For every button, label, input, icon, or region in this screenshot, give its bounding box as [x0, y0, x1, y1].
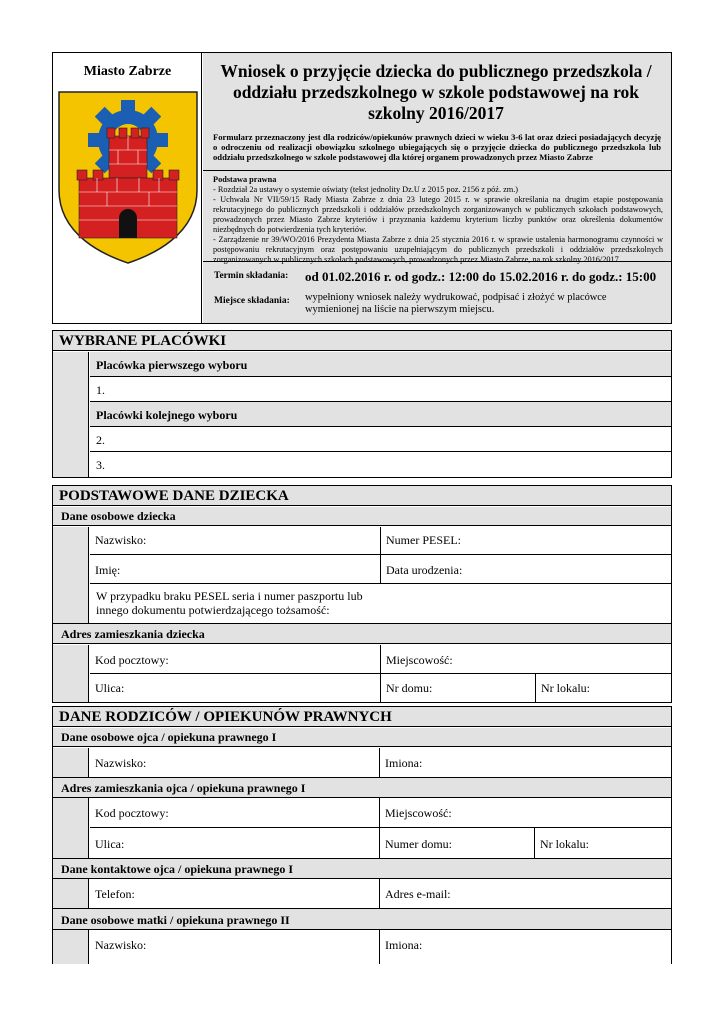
place-label: Miejsce składania:: [214, 296, 290, 306]
child-street-field[interactable]: Ulica:: [90, 674, 381, 702]
father-house-number-field[interactable]: Numer domu:: [380, 828, 535, 858]
legal-basis-heading: Podstawa prawna: [213, 175, 277, 184]
legal-basis-item: - Rozdział 2a ustawy o systemie oświaty (tekst jednolity Dz.U z 2015 poz. 2156 z póź. zm.): [213, 185, 519, 194]
father-personal-left-margin: [53, 748, 89, 777]
child-document-field[interactable]: W przypadku braku PESEL seria i numer paszportu lub innego dokumentu potwierdzającego tożsamość:: [96, 589, 363, 617]
zabrze-coat-of-arms-icon: [57, 90, 199, 265]
child-postal-field[interactable]: Kod pocztowy:: [90, 645, 381, 674]
child-house-number-field[interactable]: Nr domu:: [381, 674, 536, 702]
child-personal-left-margin: [53, 527, 89, 623]
section-title-placowki: WYBRANE PLACÓWKI: [53, 331, 671, 351]
mother-personal-left-margin: [53, 930, 89, 964]
legal-basis-item: - Zarządzenie nr 39/WO/2016 Prezydenta Miasta Zabrze z dnia 25 stycznia 2016 r. w sprawie ustalenia harmonogramu czynności w postępowaniu rekrutacyjnym oraz postępowaniu uzupełniającym do publicznych przedszkoli i oddziałów przedszkolnych zorganizowanych w publicznych szkołach podstawowych, prowadzonych przez Miasto Zabrze, na rok szkolny 2016/2017.: [213, 235, 663, 264]
child-pesel-field[interactable]: Numer PESEL:: [381, 527, 671, 555]
section-title-rodzice: DANE RODZICÓW / OPIEKUNÓW PRAWNYCH: [53, 707, 671, 727]
father-names-field[interactable]: Imiona:: [385, 756, 423, 770]
deadline-label: Termin składania:: [214, 271, 289, 281]
child-surname-field[interactable]: Nazwisko:: [90, 527, 381, 555]
father-contact-heading: Dane kontaktowe ojca / opiekuna prawnego I: [53, 858, 671, 879]
child-address-heading: Adres zamieszkania dziecka: [53, 624, 671, 644]
city-name: Miasto Zabrze: [83, 64, 172, 79]
next-choice-field-3[interactable]: 3.: [96, 458, 105, 472]
first-choice-heading: Placówka pierwszego wyboru: [90, 352, 671, 377]
child-flat-number-field[interactable]: Nr lokalu:: [541, 681, 590, 695]
father-phone-field[interactable]: Telefon:: [90, 879, 380, 908]
section-title-dziecko: PODSTAWOWE DANE DZIECKA: [53, 486, 671, 506]
child-birthdate-field[interactable]: Data urodzenia:: [381, 555, 671, 584]
father-personal-heading: Dane osobowe ojca / opiekuna prawnego I: [53, 728, 671, 747]
father-street-field[interactable]: Ulica:: [90, 828, 380, 858]
father-flat-number-field[interactable]: Nr lokalu:: [540, 837, 589, 851]
mother-names-field[interactable]: Imiona:: [385, 938, 423, 952]
next-choice-field-2[interactable]: 2.: [90, 427, 671, 452]
father-city-field[interactable]: Miejscowość:: [380, 798, 671, 828]
place-value: wypełniony wniosek należy wydrukować, podpisać i złożyć w placówce wymienionej na liście na pierwszym miejscu.: [305, 292, 607, 315]
next-choice-heading: Placówki kolejnego wyboru: [90, 402, 671, 427]
father-email-field[interactable]: Adres e-mail:: [385, 887, 451, 901]
father-contact-left-margin: [53, 879, 89, 908]
legal-basis-text: [213, 175, 663, 265]
deadline-value: od 01.02.2016 r. od godz.: 12:00 do 15.02.2016 r. do godz.: 15:00: [305, 269, 657, 284]
first-choice-field-1[interactable]: 1.: [90, 377, 671, 402]
child-personal-heading: Dane osobowe dziecka: [53, 507, 671, 526]
father-address-left-margin: [53, 798, 89, 858]
form-intro: Formularz przeznaczony jest dla rodziców/opiekunów prawnych dzieci w wieku 3-6 lat oraz dzieci posiadających decyzję o odroczeniu od realizacji obowiązku szkolnego ubiegających się o przyjęcie dziecka do publicznego przedszkola lub oddziału przedszkolnego w szkole podstawowej dla której organem prowadzonych przez Miasto Zabrze: [213, 132, 661, 163]
father-postal-field[interactable]: Kod pocztowy:: [90, 798, 380, 828]
mother-surname-field[interactable]: Nazwisko:: [90, 930, 380, 964]
mother-personal-heading: Dane osobowe matki / opiekuna prawnego II: [53, 908, 671, 930]
placowki-left-margin: [53, 352, 89, 477]
legal-basis-item: - Uchwała Nr VII/59/15 Rady Miasta Zabrze z dnia 23 lutego 2015 r. w sprawie określania na drugim etapie postępowania rekrutacyjnego do publicznych przedszkoli i oddziałów przedszkolnych zorganizowanych w publicznych szkołach podstawowych, prowadzonych przez Miasto Zabrze kryteriów i przyznania każdemu kryterium liczby punktów oraz określenia dokumentów niezbędnych do potwierdzenia tych kryteriów.: [213, 195, 663, 234]
father-address-heading: Adres zamieszkania ojca / opiekuna prawnego I: [53, 777, 671, 798]
father-surname-field[interactable]: Nazwisko:: [90, 748, 380, 777]
form-title: Wniosek o przyjęcie dziecka do publicznego przedszkola / oddziału przedszkolnego w szkole podstawowej na rok szkolny 2016/2017: [220, 61, 652, 123]
child-name-field[interactable]: Imię:: [90, 555, 381, 584]
child-city-field[interactable]: Miejscowość:: [381, 645, 671, 674]
child-address-left-margin: [53, 645, 89, 702]
